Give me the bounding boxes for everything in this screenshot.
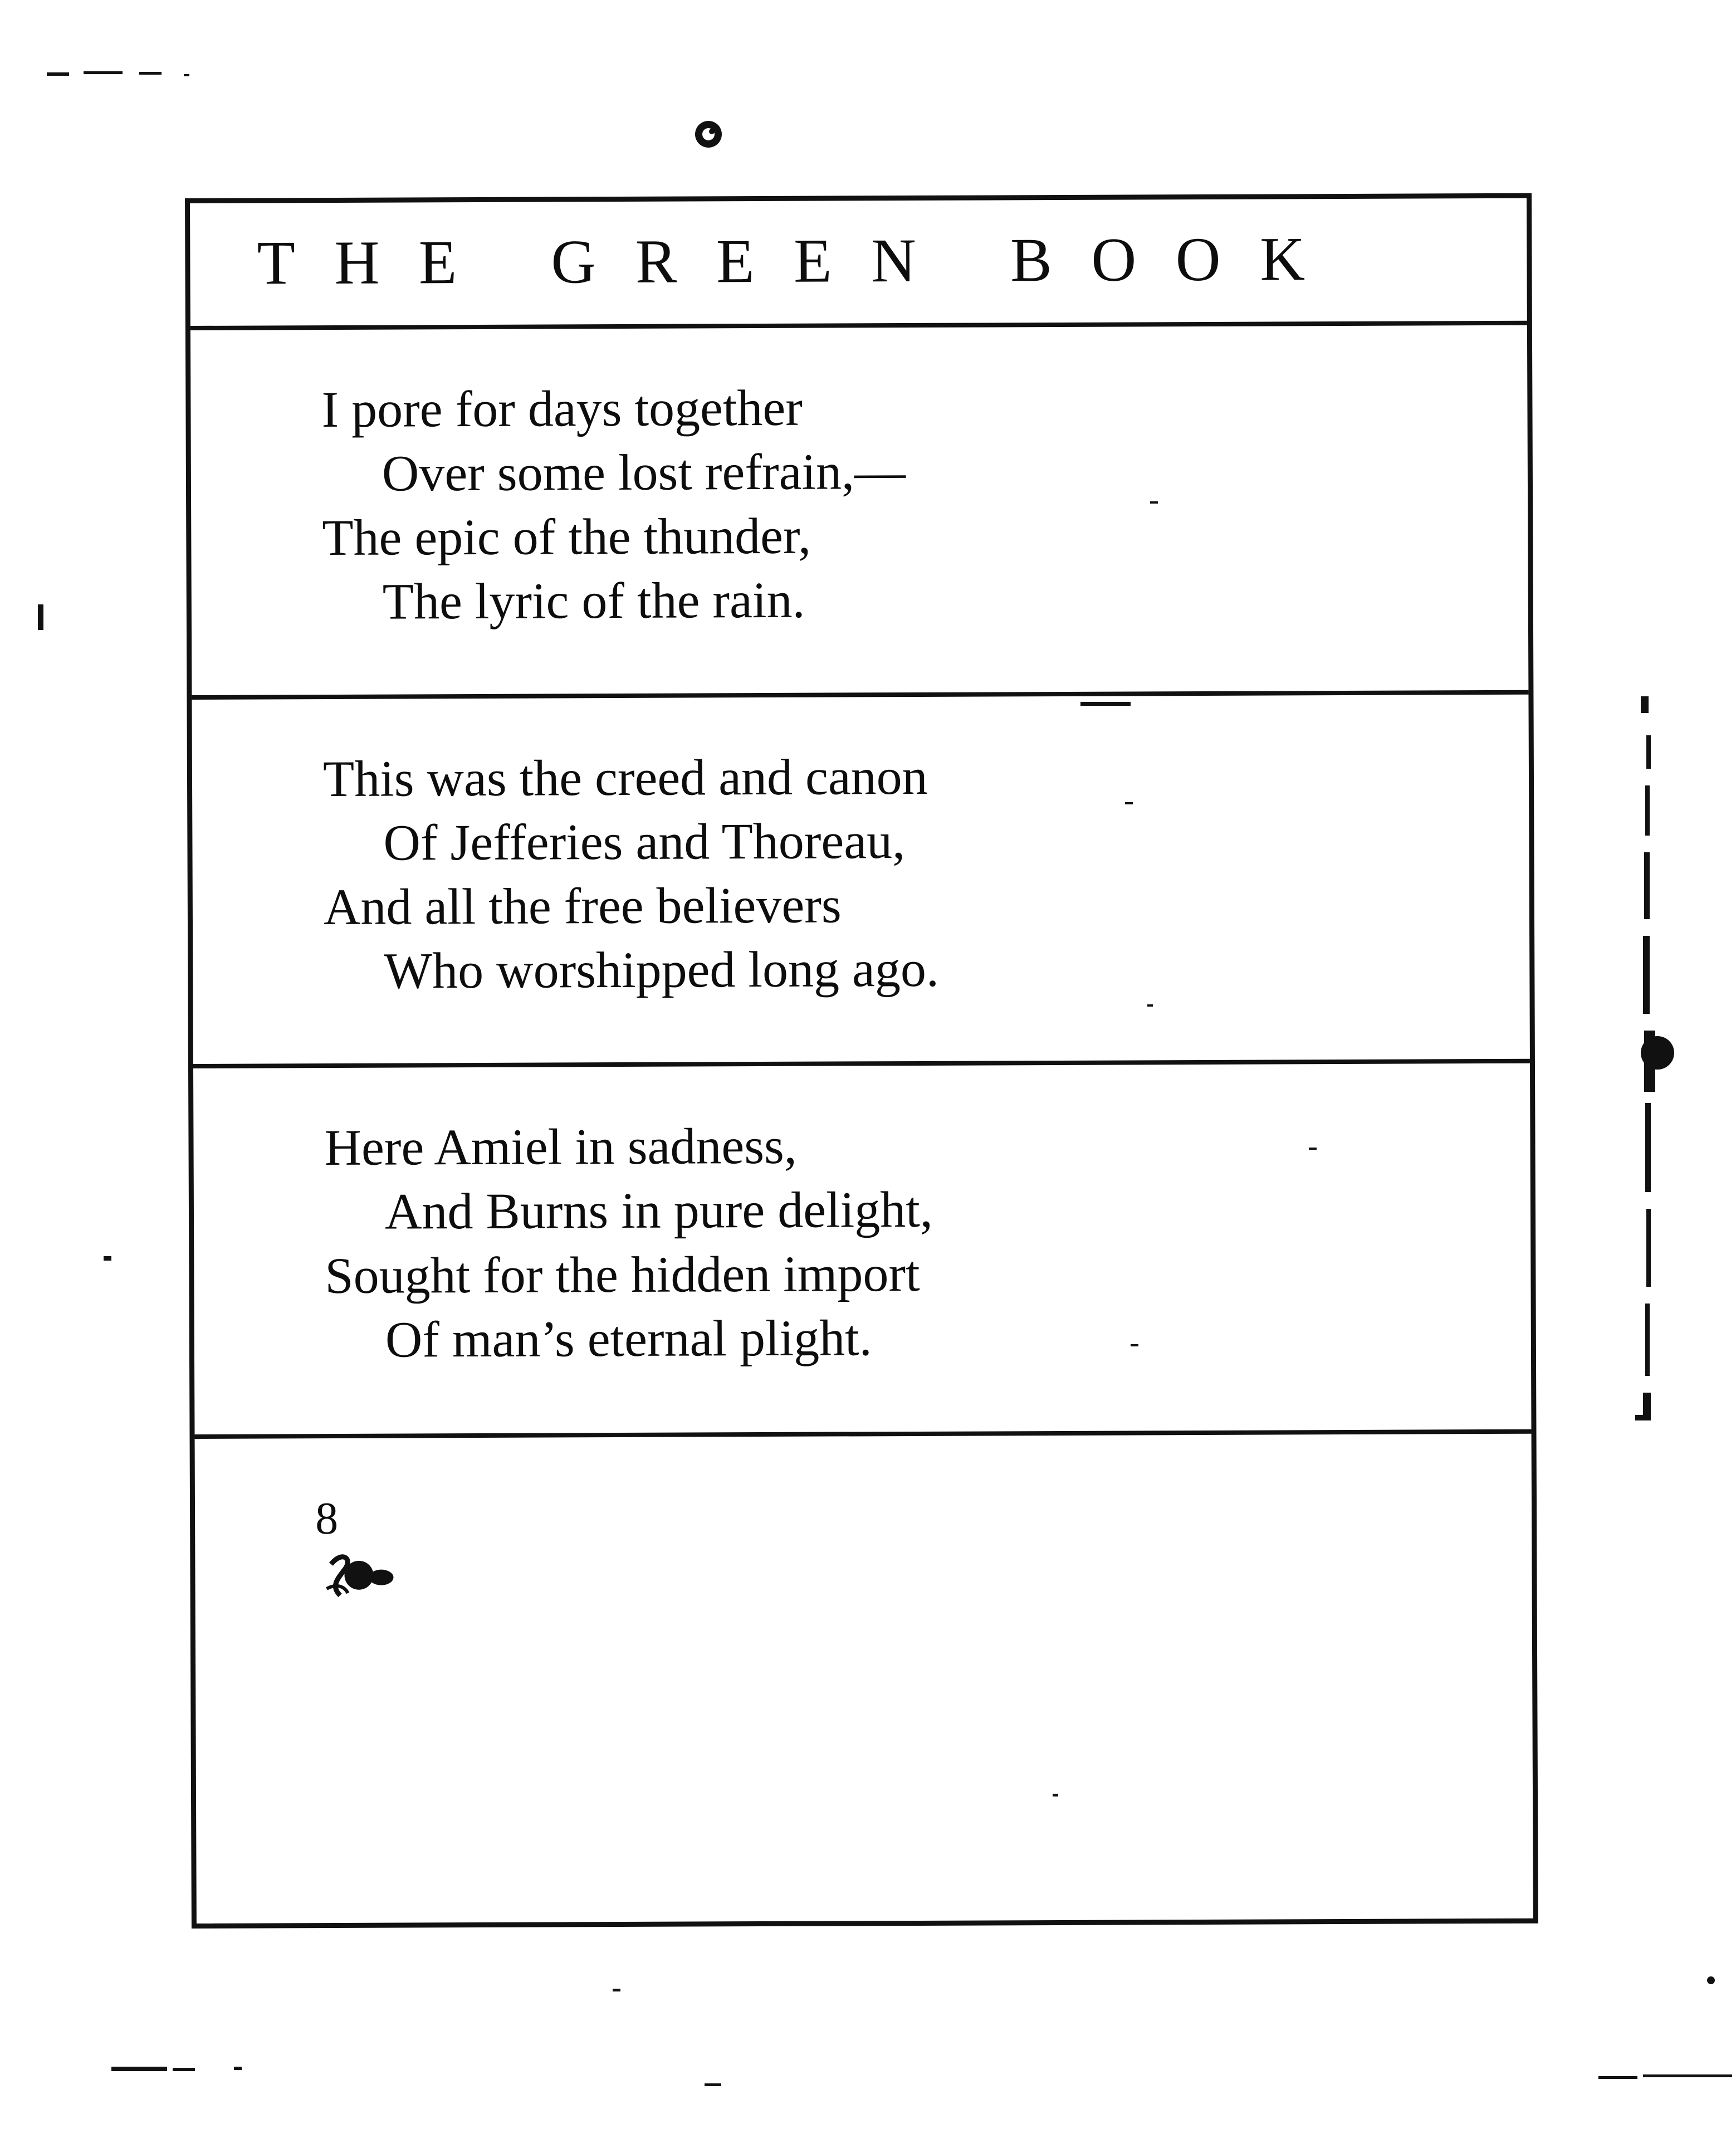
verse-line: The lyric of the rain. (382, 571, 805, 630)
footer-panel (195, 1434, 1533, 1928)
stanza-panel (193, 1063, 1532, 1439)
running-head-title: THE GREEN BOOK (257, 224, 1344, 298)
stanza (323, 745, 939, 1003)
decorative-ornament-icon (686, 115, 731, 154)
running-header (190, 198, 1527, 330)
verse-line: This was the creed and canon (322, 748, 928, 808)
page-edge-binding-marks (1624, 691, 1702, 1459)
stanza (324, 1114, 933, 1372)
ink-flourish-icon (320, 1547, 403, 1604)
verse-line: And all the free believers (323, 876, 842, 936)
verse-line: And Burns in pure delight, (384, 1180, 933, 1240)
page-number: 8 (315, 1492, 339, 1544)
verse-line: Who worshipped long ago. (384, 940, 940, 999)
stanza-panel (190, 325, 1529, 700)
verse-line: I pore for days together (321, 379, 803, 438)
verse-line: Here Amiel in sadness, (324, 1117, 798, 1176)
stanza-panel (192, 695, 1530, 1068)
page-border-frame (185, 193, 1538, 1929)
stanza (321, 375, 906, 634)
verse-line: Of man’s eternal plight. (385, 1309, 872, 1368)
verse-line: Sought for the hidden import (325, 1244, 920, 1305)
verse-line: Of Jefferies and Thoreau, (383, 812, 906, 871)
verse-line: Over some lost refrain,— (382, 443, 906, 502)
verse-line: The epic of the thunder, (322, 507, 811, 567)
